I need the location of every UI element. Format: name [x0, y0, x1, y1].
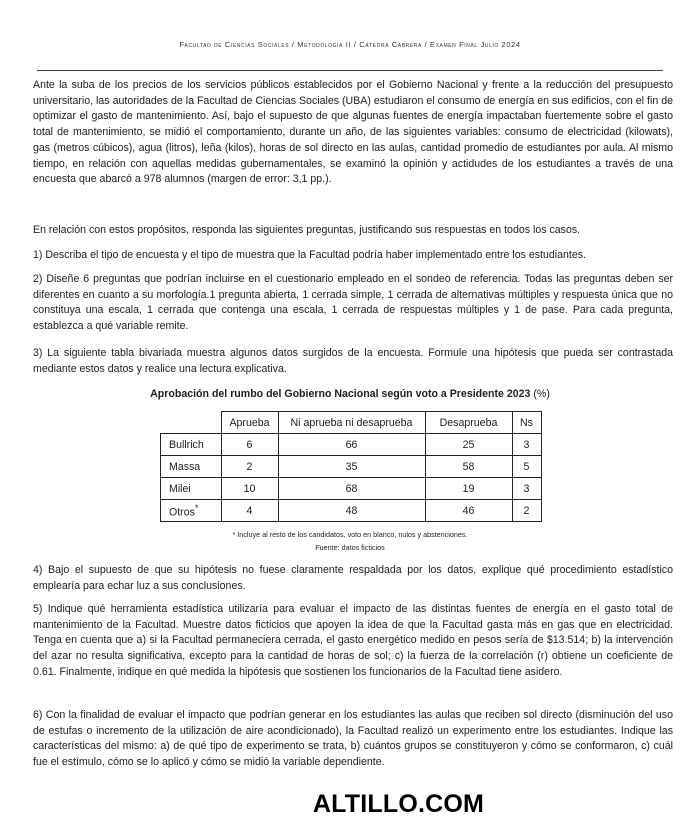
- table-corner-cell: [161, 412, 222, 434]
- table-header-row: [161, 412, 542, 434]
- question-2: 2) Diseñe 6 preguntas que podrían incluirse en el cuestionario empleado en el sondeo de referencia. Todas las preguntas deben ser diferentes en cuanto a su morfología.1 pregunta abierta, 1 cerrada simple, 1 cerrada de alternativas múltiples y respuesta única que no constituya una escala, 1 cerrada que contenga una escala, 1 cerrada de respuestas múltiples y 1 de pase. Para cada pregunta, establezca a qué variable remite.: [33, 273, 673, 333]
- table-cell: 35: [278, 456, 425, 478]
- row-label: [161, 500, 222, 522]
- instructions-paragraph: En relación con estos propósitos, responda las siguientes preguntas, justificando sus respuestas en todos los casos.: [33, 224, 581, 236]
- table-footnote: * Incluye al resto de los candidatos, voto en blanco, nulos y abstenciones.: [232, 530, 468, 539]
- table-cell: 2: [512, 500, 541, 522]
- table-row: [161, 478, 542, 500]
- table-cell: 3: [512, 434, 541, 456]
- table-row: [161, 434, 542, 456]
- question-5: 5) Indique qué herramienta estadística utilizaría para evaluar el impacto de las distintas fuentes de energía en el gasto total de mantenimiento de la Facultad. Muestre datos ficticios que apoyen la idea de que la Facultad gasta más en gas que en electricidad. Tenga en cuenta que a) si la Facultad permaneciera cerrada, el gasto energético medido en pesos sería de $13.514; b) la intervención del azar no resulta significativa, excepto para la cantidad de horas de sol; c) la fuerza de la correlación (r) obtiene un coeficiente de 0.61. Finalmente, indique en qué medida la hipótesis que sostienen los funcionarios de la Facultad tiene asidero.: [33, 603, 673, 678]
- question-3: 3) La siguiente tabla bivariada muestra algunos datos surgidos de la encuesta. Formule una hipótesis que pueda ser contrastada mediante estos datos y realice una lectura explicativa.: [33, 347, 673, 375]
- table-cell: 48: [278, 500, 425, 522]
- table-cell: 3: [512, 478, 541, 500]
- column-header: Ni aprueba ni desaprueba: [278, 412, 425, 434]
- header-divider: [37, 70, 663, 71]
- table-title: [0, 388, 700, 400]
- column-header: Ns: [512, 412, 541, 434]
- table-cell: 46: [425, 500, 512, 522]
- table-cell: 2: [221, 456, 278, 478]
- question-6: 6) Con la finalidad de evaluar el impacto que podrían generar en los estudiantes las aulas que reciben sol directo (disminución del uso de estufas o incremento de la utilización de aire acondicionado), la Facultad realizó un experimento entre los estudiantes. Indique las características del mismo: a) de qué tipo de experimento se trata, b) cuántos grupos se constituyeron y cómo se conformaron, c) cuál fue el estímulo, cómo se lo aplicó y cómo se midió la variable dependiente.: [33, 709, 673, 769]
- table-cell: 19: [425, 478, 512, 500]
- exam-header: Facultad de Ciencias Sociales / Metodología II / Cátedra Cabrera / Examen Final Julio 2024: [179, 40, 521, 49]
- table-cell: 10: [221, 478, 278, 500]
- column-header: Desaprueba: [425, 412, 512, 434]
- survey-table: [160, 411, 542, 522]
- table-cell: 4: [221, 500, 278, 522]
- row-label: Bullrich: [161, 434, 222, 456]
- footnote-marker: *: [194, 502, 199, 513]
- row-label-text: Otros: [169, 506, 195, 519]
- table-cell: 25: [425, 434, 512, 456]
- table-source: Fuente: datos ficticios: [315, 543, 385, 552]
- table-cell: 58: [425, 456, 512, 478]
- row-label: Massa: [161, 456, 222, 478]
- question-4: 4) Bajo el supuesto de que su hipótesis no fuese claramente respaldada por los datos, explique qué procedimiento estadístico emplearía para echar luz a sus conclusiones.: [33, 564, 673, 592]
- watermark-logo-text: ALTILLO.COM: [312, 790, 485, 818]
- question-1: 1) Describa el tipo de encuesta y el tipo de muestra que la Facultad podría haber implementado entre los estudiantes.: [33, 249, 586, 261]
- table-title-unit: (%): [533, 388, 550, 400]
- table-title-text: Aprobación del rumbo del Gobierno Nacional según voto a Presidente 2023: [150, 388, 531, 400]
- table-cell: 6: [221, 434, 278, 456]
- table-row: [161, 456, 542, 478]
- column-header: Aprueba: [221, 412, 278, 434]
- row-label: Milei: [161, 478, 222, 500]
- table-cell: 68: [278, 478, 425, 500]
- table-cell: 66: [278, 434, 425, 456]
- intro-paragraph: Ante la suba de los precios de los servicios públicos establecidos por el Gobierno Nacional y frente a la reducción del presupuesto universitario, las autoridades de la Facultad de Ciencias Sociales (UBA) estudiaron el consumo de energía en sus edificios, con el fin de optimizar el gasto de mantenimiento. Así, bajo el supuesto de que algunas fuentes de energía impactaban fuertemente sobre el gasto total de mantenimiento, se midió el comportamiento, durante un año, de las siguientes variables: consumo de electricidad (kilowats), gas (metros cúbicos), agua (litros), leña (kilos), horas de sol directo en las aulas, cantidad promedio de estudiantes por aula. Al mismo tiempo, en relación con aquellas medidas gubernamentales, se examinó la opinión y actidudes de los estudiantes a través de una encuesta que abarcó a 978 alumnos (margen de error: 3,1 pp.).: [33, 79, 673, 186]
- table-row: [161, 500, 542, 522]
- table-cell: 5: [512, 456, 541, 478]
